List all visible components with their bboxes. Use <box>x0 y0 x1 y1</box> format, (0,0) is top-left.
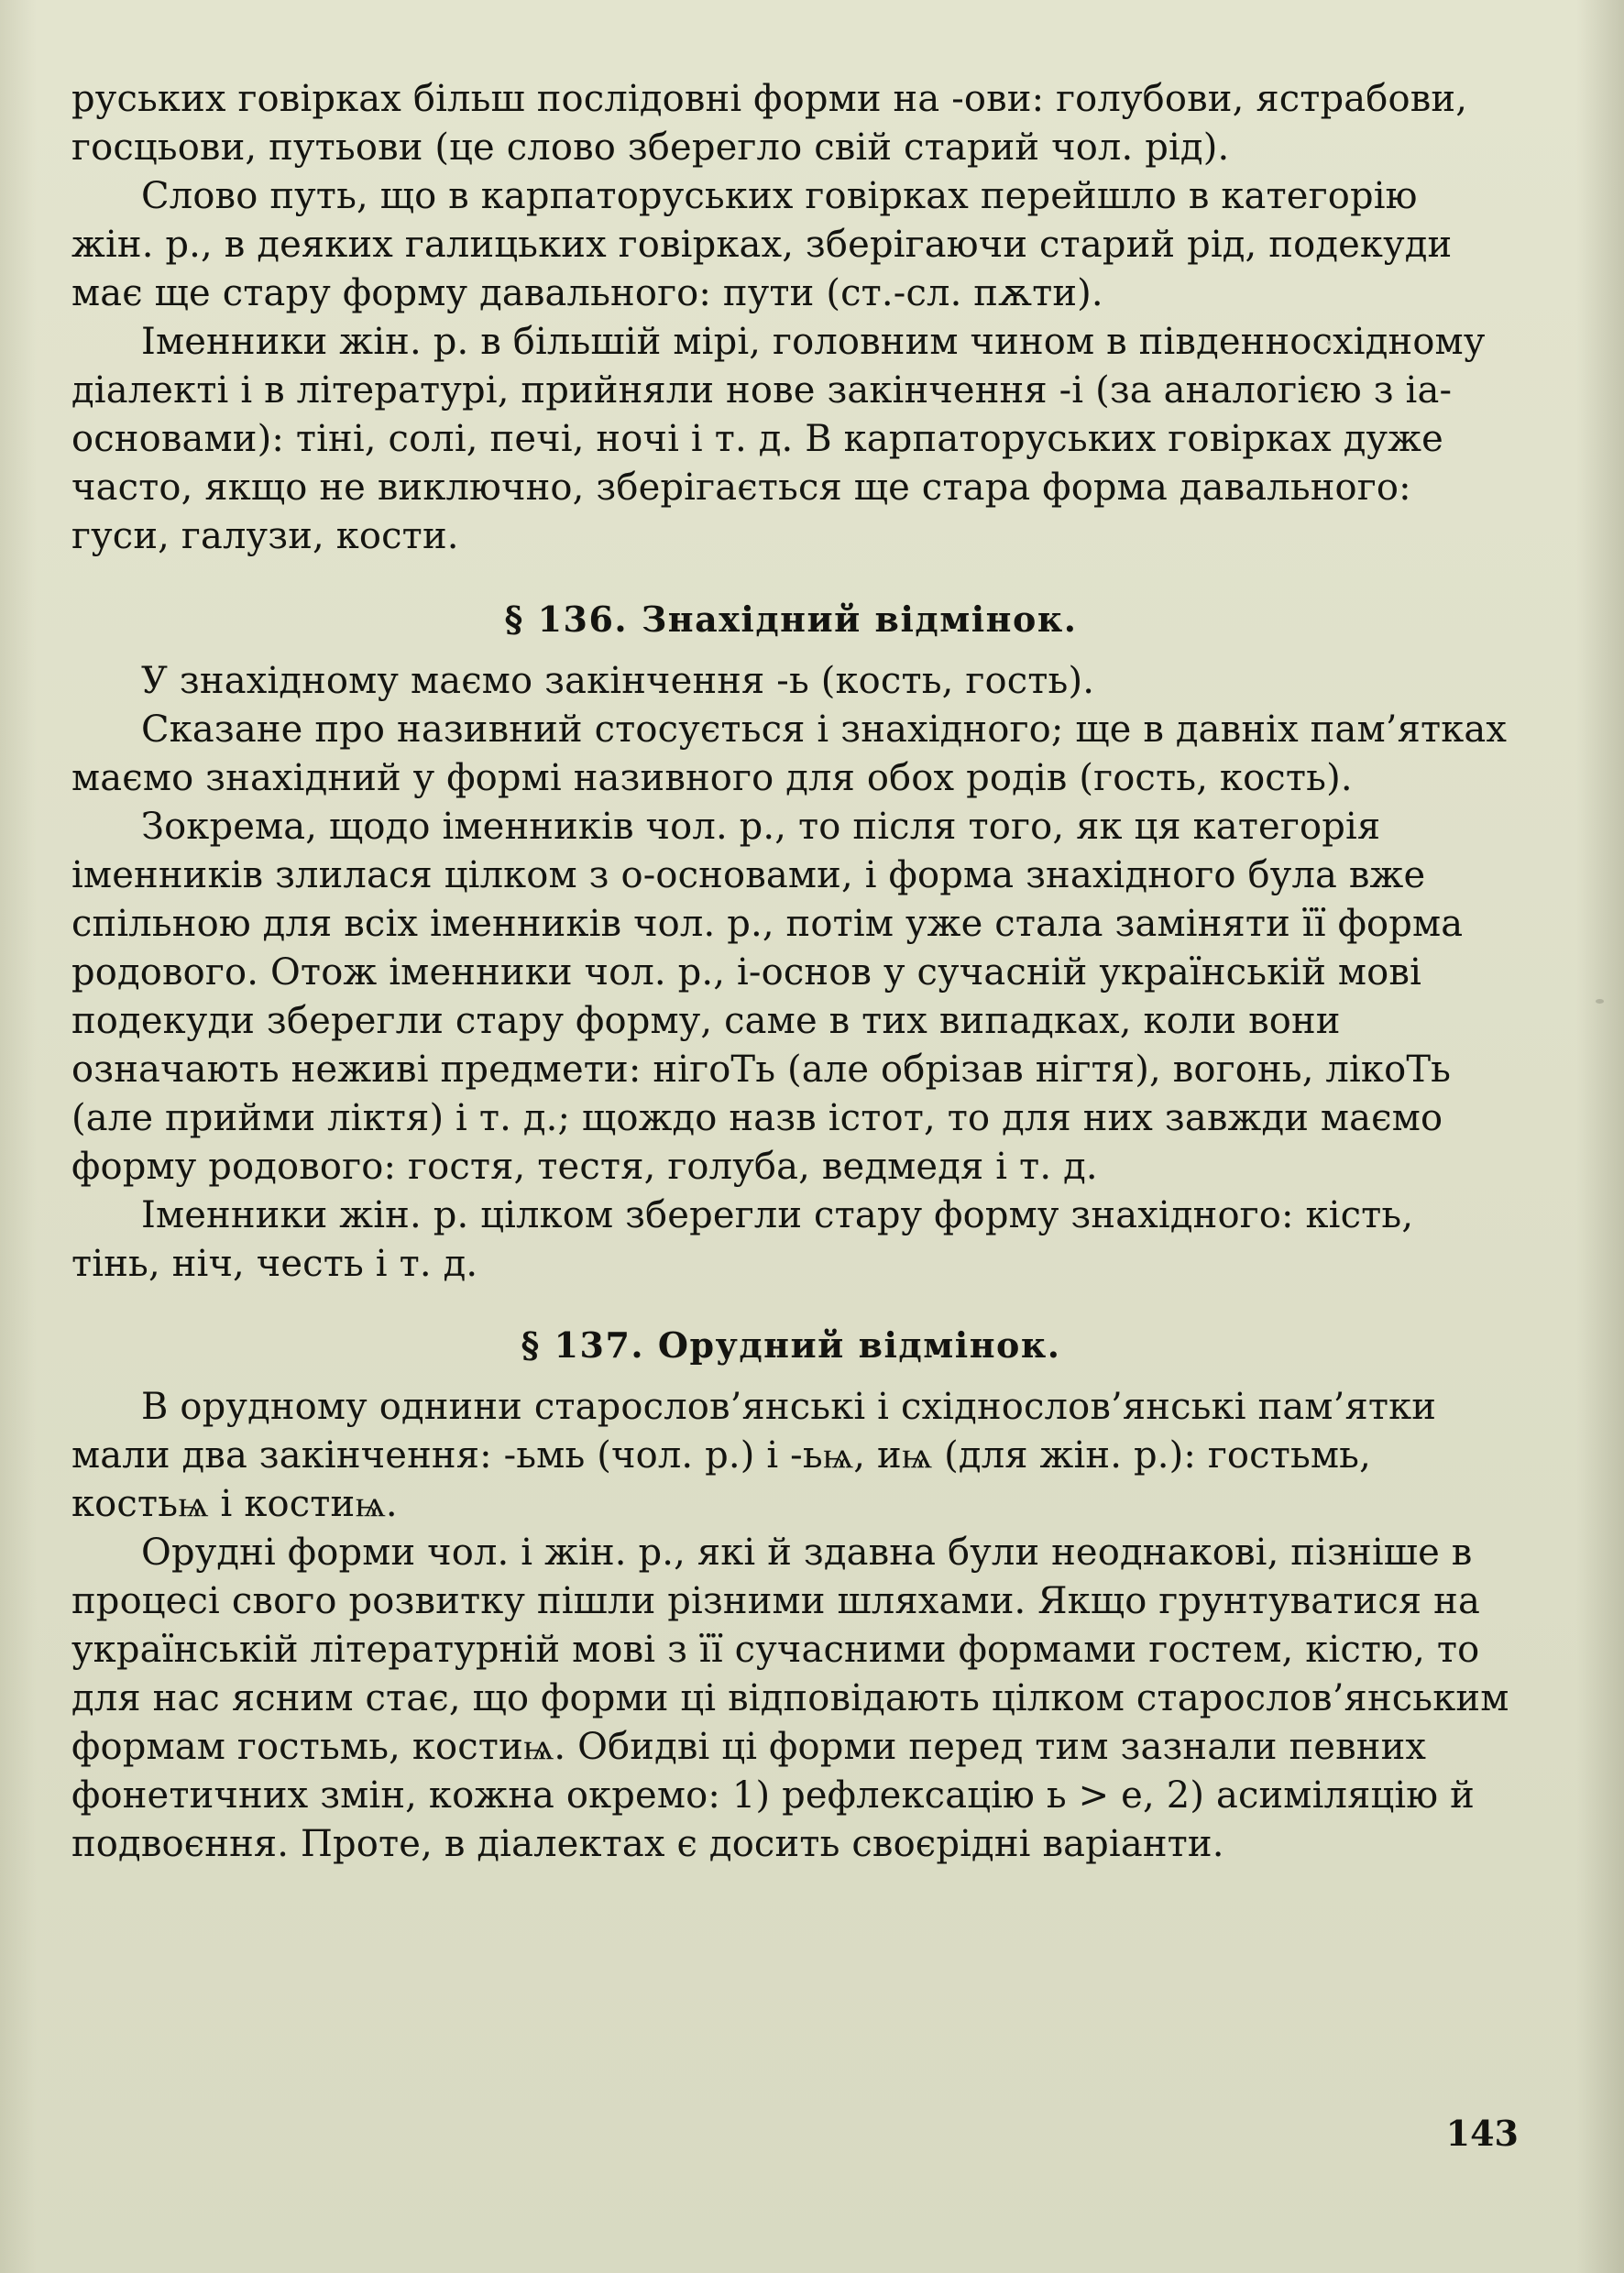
paragraph-continuation: руських говірках більш послідовні форми на -ови: голубови, ястрабови, госцьови, путьови (це слово зберегло свій старий чол. рід). <box>71 78 1468 169</box>
paragraph-masculine-accusative: Зокрема, щодо іменників чол. р., то після того, як ця категорія іменників злилася цілком з о-основами, і форма знахідного була вже спільною для всіх іменників чол. р., потім уже стала заміняти її форма родового. Отож іменники чол. р., і-основ у сучасній українській мові подекуди зберегли стару форму, саме в тих випадках, коли вони означають неживі предмети: нігоТь (але обрізав нігтя), вогонь, лікоТь (але прийми ліктя) і т. д.; щождо назв істот, то для них завжди маємо форму родового: гостя, тестя, голуба, ведмедя і т. д. <box>71 806 1464 1188</box>
page-number: 143 <box>1445 2113 1519 2154</box>
paper-speck <box>1596 999 1604 1004</box>
page-text <box>71 75 1510 1869</box>
paragraph-feminine-accusative: Іменники жін. р. цілком зберегли стару форму знахідного: кість, тінь, ніч, честь і т. д. <box>71 1194 1414 1285</box>
section-heading-137: § 137. Орудний відмінок. <box>521 1324 1061 1366</box>
paragraph-feminine-dative: Іменники жін. р. в більшій мірі, головним чином в південносхідному діалекті і в літературі, прийняли нове закінчення -і (за аналогією з іа-основами): тіні, солі, печі, ночі і т. д. В карпаторуських говірках дуже часто, якщо не виключно, зберігається ще стара форма давального: гуси, галузи, кости. <box>71 321 1486 557</box>
paragraph-put: Слово путь, що в карпаторуських говірках перейшло в категорію жін. р., в деяких галицьких говірках, зберігаючи старий рід, подекуди має ще стару форму давального: пути (ст.-сл. пѫти). <box>71 175 1453 314</box>
paragraph-accusative-nominative: Сказане про називний стосується і знахідного; ще в давніх пам’ятках маємо знахідний у формі називного для обох родів (гость, кость). <box>71 708 1508 799</box>
paragraph-accusative-ending: У знахідному маємо закінчення -ь (кость, гость). <box>141 660 1095 702</box>
section-heading-136: § 136. Знахідний відмінок. <box>504 598 1078 640</box>
paragraph-instrumental-development: Орудні форми чол. і жін. р., які й здавна були неоднакові, пізніше в процесі свого розвитку пішли різними шляхами. Якщо грунтуватися на українській літературній мові з її сучасними формами гостем, кістю, то для нас ясним стає, що форми ці відповідають цілком старослов’янським формам гостьмь, костиѩ. Обидві ці форми перед тим зазнали певних фонетичних змін, кожна окремо: 1) рефлексацію ь > е, 2) асиміляцію й подвоєння. Проте, в діалектах є досить своєрідні варіанти. <box>71 1532 1509 1865</box>
paragraph-instrumental-endings: В орудному однини старослов’янські і східнослов’янські пам’ятки мали два закінчення: -ьмь (чол. р.) і -ьѩ, иѩ (для жін. р.): гостьмь, костьѩ і костиѩ. <box>71 1386 1437 1525</box>
